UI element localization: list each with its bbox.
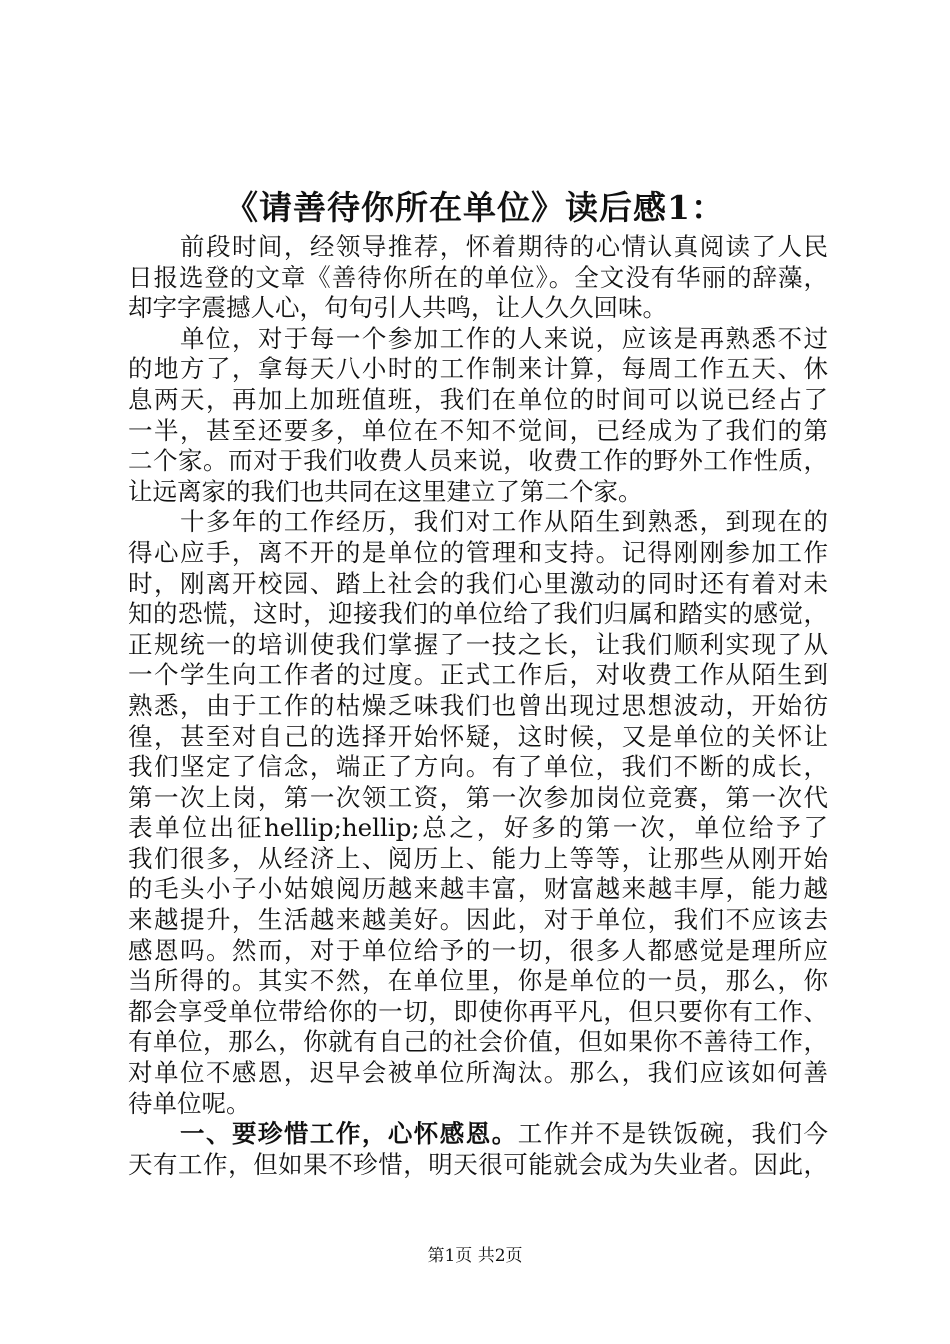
text-line (128, 354, 828, 385)
line-text: 时，刚离开校园、踏上社会的我们心里激动的同时还有着对未 (128, 568, 828, 598)
line-text: 让远离家的我们也共同在这里建立了第二个家。 (128, 476, 643, 506)
line-text: 感恩吗。然而，对于单位给予的一切，很多人都感觉是理所应 (128, 935, 828, 965)
page-title: 《请善待你所在单位》读后感1： (225, 188, 725, 227)
text-line (128, 538, 828, 569)
line-text: 徨，甚至对自己的选择开始怀疑，这时候，又是单位的关怀让 (128, 721, 828, 751)
text-line (128, 1150, 828, 1181)
text-line (128, 569, 828, 600)
text-line (128, 630, 828, 661)
line-text: 单位，对于每一个参加工作的人来说，应该是再熟悉不过 (180, 323, 828, 353)
text-line (128, 966, 828, 997)
line-text: 天有工作，但如果不珍惜，明天很可能就会成为失业者。因此， (128, 1149, 828, 1179)
line-text: 工作并不是铁饭碗，我们今 (517, 1119, 829, 1149)
text-line (128, 385, 828, 416)
text-line (128, 844, 828, 875)
text-line (128, 599, 828, 630)
line-text: 对单位不感恩，迟早会被单位所淘汰。那么，我们应该如何善 (128, 1058, 828, 1088)
line-text: 十多年的工作经历，我们对工作从陌生到熟悉，到现在的 (180, 507, 828, 537)
line-text: 正规统一的培训使我们掌握了一技之长，让我们顺利实现了从 (128, 629, 828, 659)
page-number: 第1页 共2页 (427, 1246, 523, 1266)
text-line (128, 1089, 828, 1120)
line-text: 息两天，再加上加班值班，我们在单位的时间可以说已经占了 (128, 384, 828, 414)
line-text: 当所得的。其实不然，在单位里，你是单位的一员，那么，你 (128, 966, 828, 996)
text-line (128, 1027, 828, 1058)
line-text: 待单位呢。 (128, 1088, 251, 1118)
line-text: 日报选登的文章《善待你所在的单位》。全文没有华丽的辞藻， (128, 262, 828, 292)
text-line (128, 416, 828, 447)
line-text: 我们坚定了信念，端正了方向。有了单位，我们不断的成长， (128, 752, 828, 782)
line-text: 都会享受单位带给你的一切，即使你再平凡，但只要你有工作、 (128, 996, 828, 1026)
text-line (128, 324, 828, 355)
line-text: 熟悉，由于工作的枯燥乏味我们也曾出现过思想波动，开始彷 (128, 690, 828, 720)
text-line (128, 507, 828, 538)
text-line (128, 874, 828, 905)
text-line (128, 691, 828, 722)
line-text: 第一次上岗，第一次领工资，第一次参加岗位竞赛，第一次代 (128, 782, 828, 812)
text-line (128, 936, 828, 967)
section-heading: 一、要珍惜工作，心怀感恩。 (180, 1119, 518, 1149)
text-line (128, 1119, 828, 1150)
line-text: 知的恐慌，这时，迎接我们的单位给了我们归属和踏实的感觉， (128, 599, 828, 629)
text-line (128, 263, 828, 294)
line-text: 一个学生向工作者的过度。正式工作后，对收费工作从陌生到 (128, 660, 828, 690)
text-line (128, 1058, 828, 1089)
line-text: 二个家。而对于我们收费人员来说，收费工作的野外工作性质， (128, 446, 828, 476)
text-line (128, 813, 828, 844)
article-body (128, 232, 828, 1180)
line-text: 得心应手，离不开的是单位的管理和支持。记得刚刚参加工作 (128, 537, 828, 567)
line-text: 前段时间，经领导推荐，怀着期待的心情认真阅读了人民 (180, 232, 828, 261)
text-line (128, 783, 828, 814)
line-text: 一半，甚至还要多，单位在不知不觉间，已经成为了我们的第 (128, 415, 828, 445)
line-text: 却字字震撼人心，句句引人共鸣，让人久久回味。 (128, 293, 667, 323)
text-line (128, 997, 828, 1028)
text-line (128, 722, 828, 753)
line-text: 的地方了，拿每天八小时的工作制来计算，每周工作五天、休 (128, 354, 828, 384)
text-line (128, 477, 828, 508)
line-text: 有单位，那么，你就有自己的社会价值，但如果你不善待工作， (128, 1027, 828, 1057)
line-text: 来越提升，生活越来越美好。因此，对于单位，我们不应该去 (128, 905, 828, 935)
text-line (128, 660, 828, 691)
text-line (128, 905, 828, 936)
text-line (128, 232, 828, 263)
text-line (128, 446, 828, 477)
line-text: 的毛头小子小姑娘阅历越来越丰富，财富越来越丰厚，能力越 (128, 874, 828, 904)
line-text: 我们很多，从经济上、阅历上、能力上等等，让那些从刚开始 (128, 843, 828, 873)
line-text: 表单位出征hellip;hellip;总之，好多的第一次，单位给予了 (128, 813, 828, 843)
text-line (128, 752, 828, 783)
text-line (128, 293, 828, 324)
